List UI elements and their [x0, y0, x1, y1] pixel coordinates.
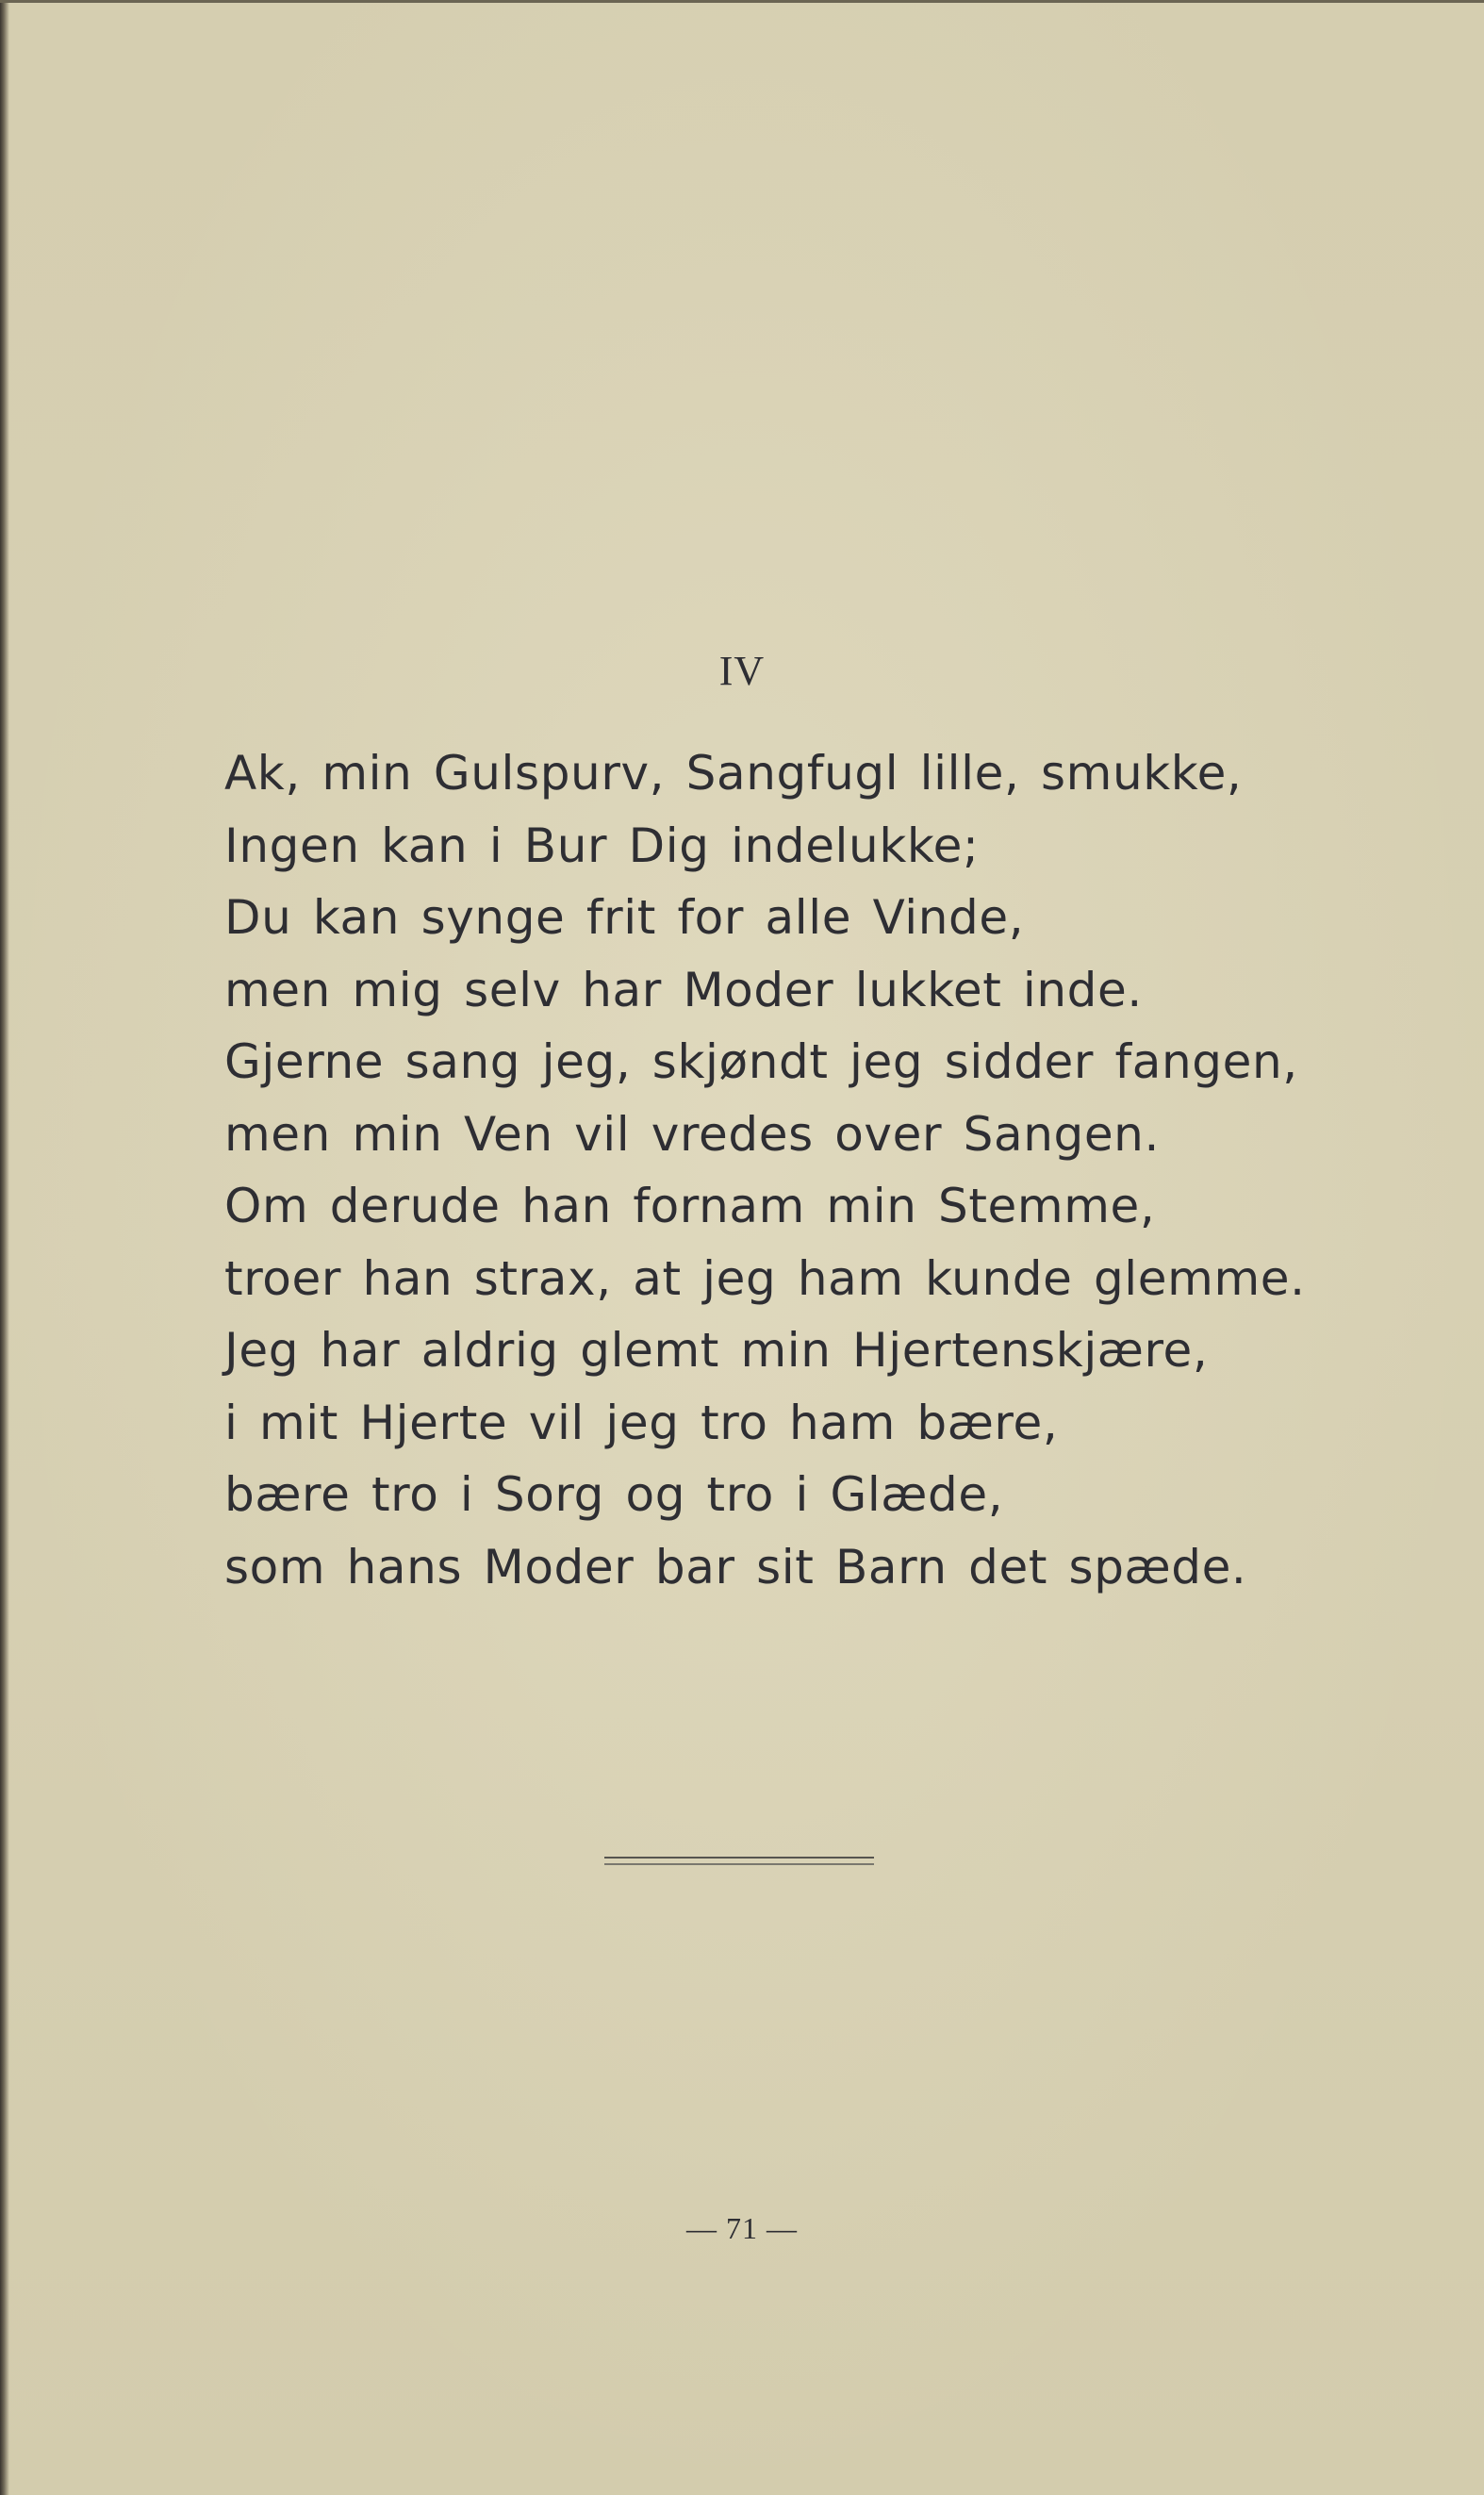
- page-binding-edge: [0, 0, 9, 2495]
- page-number: — 71 —: [686, 2211, 798, 2245]
- poem-line: Jeg har aldrig glemt min Hjertenskjære,: [224, 1323, 1209, 1378]
- poem-line: bære tro i Sorg og tro i Glæde,: [224, 1467, 1004, 1522]
- poem-line: troer han strax, at jeg ham kunde glemme.: [224, 1250, 1306, 1306]
- poem-line: Gjerne sang jeg, skjøndt jeg sidder fangen,: [224, 1034, 1298, 1089]
- poem-line: Du kan synge frit for alle Vinde,: [224, 890, 1025, 945]
- section-divider-rule: [604, 1857, 874, 1859]
- poem-line: som hans Moder bar sit Barn det spæde.: [224, 1539, 1247, 1594]
- poem-line: i mit Hjerte vil jeg tro ham bære,: [224, 1395, 1059, 1450]
- poem-line: men min Ven vil vredes over Sangen.: [224, 1106, 1160, 1162]
- poem-line: Ak, min Gulspurv, Sangfugl lille, smukke,: [224, 746, 1243, 801]
- poem-stanza: [224, 737, 1306, 1603]
- poem-line: Om derude han fornam min Stemme,: [224, 1179, 1156, 1233]
- poem-line: Ingen kan i Bur Dig indelukke;: [224, 818, 980, 873]
- page-top-edge: [0, 0, 1484, 3]
- section-divider-rule-lower: [604, 1863, 874, 1865]
- section-heading: IV: [718, 648, 766, 694]
- poem-line: men mig selv har Moder lukket inde.: [224, 962, 1143, 1017]
